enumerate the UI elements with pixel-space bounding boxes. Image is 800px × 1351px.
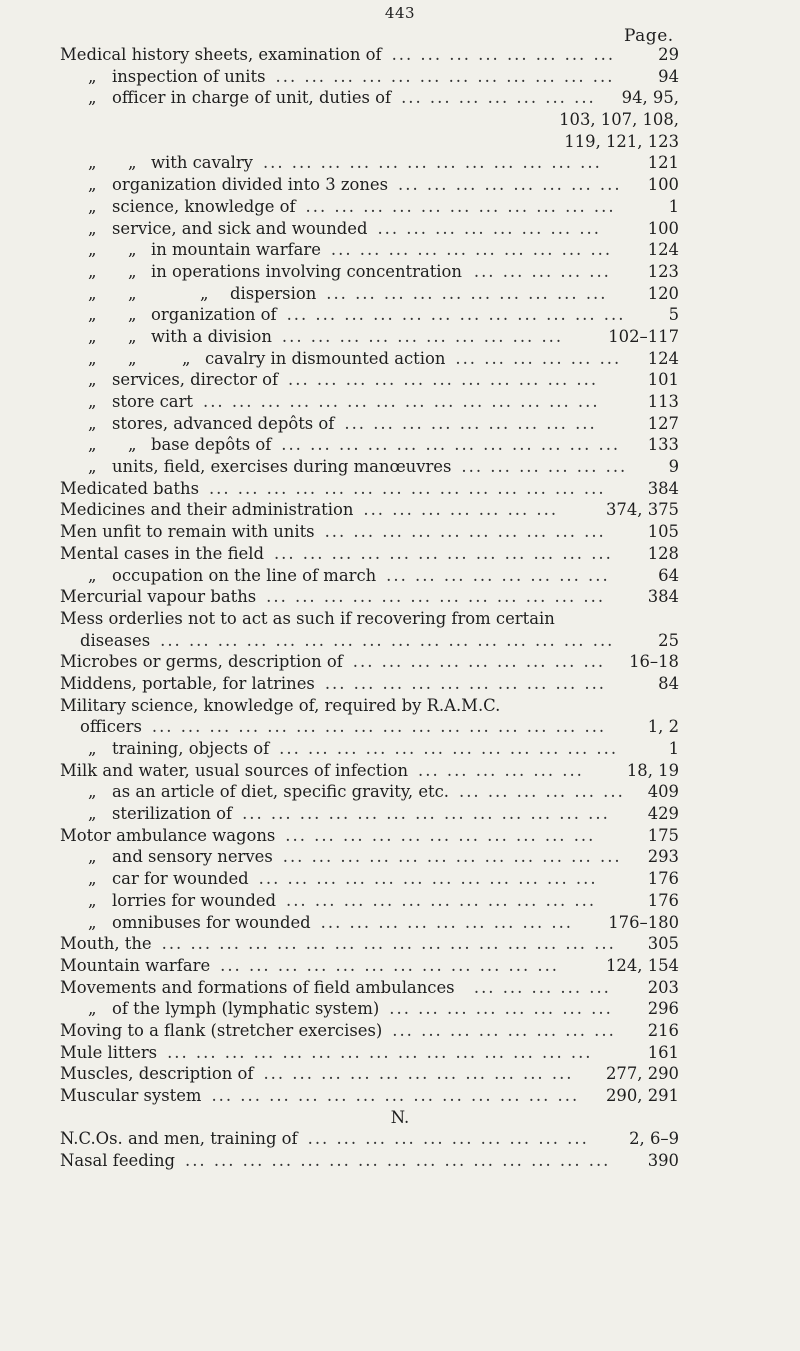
page-reference: 390	[647, 1151, 679, 1171]
ditto-mark: „	[88, 196, 97, 216]
entry-text: inspection of units	[112, 66, 266, 86]
dot-leader: ... ... ... ... ... ...	[458, 782, 625, 802]
index-entry	[0, 781, 800, 803]
entry-text: in mountain warfare	[151, 240, 321, 260]
entry-text: with cavalry	[151, 153, 253, 173]
page-reference: 296	[647, 999, 679, 1019]
entry-text: Medicines and their administration	[60, 500, 354, 520]
page-reference: 120	[647, 283, 679, 303]
dot-leader: ... ... ... ... ... ... ... ... ... ...	[307, 1129, 589, 1149]
entry-text: store cart	[112, 392, 193, 411]
page-reference: 429	[647, 804, 679, 824]
dot-leader: ... ... ... ... ... ... ... ... ... ... ... ... ... ... ... ...	[160, 630, 615, 650]
entry-text: dispersion	[230, 283, 317, 303]
ditto-mark: „	[88, 912, 97, 932]
dot-leader: ... ... ... ... ... ... ... ... ... ...	[324, 522, 606, 542]
ditto-mark: „	[88, 782, 97, 802]
index-entry	[0, 283, 800, 305]
dot-leader: ... ... ... ... ... ... ... ... ... ... ... ... ... ... ... ...	[151, 717, 607, 737]
dot-leader: ... ... ... ... ... ... ... ... ... ... ... ...	[281, 435, 621, 455]
page-reference: 5	[668, 305, 679, 325]
page-reference: 100	[647, 218, 679, 238]
index-entry	[0, 369, 800, 391]
index-entry	[0, 499, 800, 521]
dot-leader: ... ... ... ... ... ... ... ... ... ...	[326, 283, 608, 303]
page-reference: 102–117	[608, 326, 679, 346]
ditto-mark: „	[182, 348, 191, 368]
entry-text: Microbes or germs, description of	[60, 652, 343, 672]
dot-leader: ... ... ... ... ... ... ... ... ... ... ...	[285, 825, 596, 845]
page-reference: 293	[647, 847, 679, 867]
index-entry	[0, 261, 800, 283]
index-entry	[0, 1042, 800, 1064]
index-entry	[0, 1128, 800, 1150]
ditto-mark: „	[128, 283, 137, 303]
entry-text: Mental cases in the field	[60, 543, 264, 563]
index-entry	[0, 760, 800, 782]
index-entry	[0, 239, 800, 261]
ditto-mark: „	[128, 348, 137, 368]
dot-leader: ... ... ... ... ... ... ... ... ... ... ...	[305, 196, 616, 216]
ditto-mark: „	[88, 305, 97, 325]
page-reference: 305	[647, 934, 679, 954]
index-entry	[0, 1020, 800, 1042]
index-entry	[0, 521, 800, 543]
ditto-mark: „	[88, 847, 97, 867]
dot-leader: ... ... ... ... ... ... ... ... ... ... ... ...	[282, 847, 622, 867]
ditto-mark: „	[128, 305, 137, 325]
entry-text: training, objects of	[112, 739, 270, 758]
ditto-mark: „	[88, 565, 97, 585]
page-reference: 105	[647, 522, 679, 542]
page-reference: 123	[647, 261, 679, 281]
entry-text: units, field, exercises during manœuvres	[112, 457, 452, 477]
index-entry	[0, 890, 800, 912]
dot-leader: ... ... ... ... ... ... ... ... ... ... ... ...	[275, 66, 615, 86]
entry-text: diseases	[80, 630, 151, 650]
index-entry	[0, 456, 800, 478]
page-reference: 175	[647, 825, 679, 845]
ditto-mark: „	[88, 66, 97, 86]
page-reference: 16–18	[629, 652, 679, 672]
entry-text: N.C.Os. and men, training of	[60, 1129, 298, 1149]
index-entry	[0, 977, 800, 999]
index-entry	[0, 651, 800, 673]
entry-text: occupation on the line of march	[112, 565, 377, 585]
ditto-mark: „	[88, 88, 97, 108]
index-entry	[0, 716, 800, 738]
dot-leader: ... ... ... ... ... ... ... ...	[389, 999, 613, 1019]
page-reference: 94	[658, 66, 679, 86]
entry-text: science, knowledge of	[112, 196, 296, 216]
ditto-mark: „	[128, 435, 137, 455]
entry-text: organization divided into 3 zones	[112, 175, 389, 195]
page-reference: 176–180	[608, 912, 679, 932]
page-reference: 100	[647, 175, 679, 195]
entry-text: Mouth, the	[60, 934, 152, 954]
dot-leader: ... ... ... ... ... ... ... ... ... ... ... ... ... ... ... ...	[161, 934, 616, 954]
entry-text: service, and sick and wounded	[112, 218, 368, 238]
index-entry	[0, 543, 800, 565]
entry-text: Mess orderlies not to act as such if recovering from certain	[60, 608, 555, 628]
index-entry	[0, 673, 800, 695]
entry-text: services, director of	[112, 370, 279, 390]
entry-text: Movements and formations of field ambulances	[60, 977, 455, 997]
page-reference: 203	[647, 977, 679, 997]
dot-leader: ... ... ... ... ... ... ... ... ... ... ... ... ... ... ...	[184, 1151, 611, 1171]
index-entry	[0, 44, 800, 66]
index-entries	[0, 44, 800, 1172]
page-reference: 103, 107, 108,	[559, 110, 679, 130]
entry-text: Medicated baths	[60, 478, 199, 498]
dot-leader: ... ... ... ... ... ... ... ... ... ...	[324, 673, 607, 693]
page-reference: 124	[647, 240, 679, 260]
index-entry	[0, 738, 800, 760]
dot-leader: ... ... ... ... ... ... ... ... ... ... ... ... ...	[242, 804, 610, 824]
page-reference: 1	[668, 196, 679, 216]
dot-leader: ... ... ... ... ... ...	[455, 348, 622, 368]
ditto-mark: „	[88, 283, 97, 303]
dot-leader: ... ... ... ... ... ... ... ... ... ... ... ... ... ...	[202, 392, 600, 411]
dot-leader: ... ... ... ... ... ... ... ... ... ... ... ...	[262, 153, 602, 173]
entry-text: cavalry in dismounted action	[205, 348, 446, 368]
ditto-mark: „	[88, 804, 97, 824]
page-reference: 2, 6–9	[629, 1129, 679, 1149]
dot-leader: ... ... ... ... ...	[473, 977, 611, 997]
ditto-mark: „	[88, 413, 97, 433]
index-entry	[0, 608, 800, 630]
page-reference: 176	[647, 869, 679, 889]
entry-text: Middens, portable, for latrines	[60, 673, 315, 693]
ditto-mark: „	[88, 392, 97, 411]
page-reference: 94, 95,	[621, 88, 679, 108]
entry-text: in operations involving concentration	[151, 261, 462, 281]
entry-text: car for wounded	[112, 869, 249, 889]
index-entry	[0, 413, 800, 435]
entry-text: officer in charge of unit, duties of	[112, 88, 392, 108]
entry-text: Medical history sheets, examination of	[60, 45, 382, 64]
dot-leader: ... ... ... ... ... ... ... ... ... ...	[330, 240, 613, 260]
dot-leader: ... ... ... ... ... ... ... ... ... ... ...	[263, 1064, 574, 1084]
index-entry	[0, 391, 800, 413]
dot-leader: ... ... ... ... ... ...	[461, 457, 628, 477]
dot-leader: ... ... ... ... ... ... ... ... ... ... ... ...	[220, 955, 560, 975]
page-reference: 101	[647, 370, 679, 390]
ditto-mark: „	[88, 218, 97, 238]
entry-text: with a division	[151, 326, 272, 346]
dot-leader: ... ... ... ... ... ... ... ...	[377, 218, 601, 238]
index-entry	[0, 912, 800, 934]
dot-leader: ... ... ... ... ... ... ... ... ... ... ... ...	[266, 587, 606, 607]
index-entry	[0, 326, 800, 348]
index-entry	[0, 825, 800, 847]
page-reference: 128	[647, 543, 679, 563]
ditto-mark: „	[128, 153, 137, 173]
dot-leader: ... ... ... ... ... ... ... ... ... ... ...	[288, 370, 599, 390]
page-reference: 84	[658, 673, 679, 693]
dot-leader: ... ... ... ... ... ... ... ... ...	[352, 652, 606, 672]
dot-leader: ... ... ... ... ... ... ... ... ... ... ... ...	[273, 543, 613, 563]
ditto-mark: „	[88, 240, 97, 260]
index-entry	[0, 174, 800, 196]
index-entry	[0, 1150, 800, 1172]
ditto-mark: „	[88, 175, 97, 195]
page-reference: 9	[668, 457, 679, 477]
ditto-mark: „	[88, 739, 97, 758]
ditto-mark: „	[88, 326, 97, 346]
entry-text: lorries for wounded	[112, 890, 277, 910]
dot-leader: ... ... ... ... ... ... ... ... ... ... ... ...	[258, 869, 598, 889]
ditto-mark: „	[88, 348, 97, 368]
entry-text: officers	[80, 717, 142, 737]
dot-leader: ... ... ... ... ... ... ... ... ... ... ... ... ... ...	[208, 478, 606, 498]
index-entry	[0, 565, 800, 587]
ditto-mark: „	[128, 240, 137, 260]
dot-leader: ... ... ... ... ... ... ... ...	[391, 45, 616, 64]
page-reference: 384	[647, 587, 679, 607]
index-entry	[0, 998, 800, 1020]
entry-text: organization of	[151, 305, 277, 325]
ditto-mark: „	[200, 283, 209, 303]
entry-text: stores, advanced depôts of	[112, 413, 335, 433]
entry-text: of the lymph (lymphatic system)	[112, 999, 380, 1019]
page-reference: 409	[647, 782, 679, 802]
page-column-heading: Page.	[624, 26, 674, 46]
entry-text: Moving to a flank (stretcher exercises)	[60, 1020, 383, 1040]
ditto-mark: „	[88, 999, 97, 1019]
dot-leader: ... ... ... ... ... ... ... ... ... ... ... ... ...	[211, 1086, 580, 1105]
dot-leader: ... ... ... ... ... ... ... ... ... ...	[281, 326, 564, 346]
entry-text: Nasal feeding	[60, 1151, 175, 1171]
page-reference: 119, 121, 123	[564, 131, 679, 151]
entry-text: as an article of diet, specific gravity, etc.	[112, 782, 449, 802]
index-entry	[0, 955, 800, 977]
dot-leader: ... ... ... ... ... ... ... ... ... ... ... ... ... ... ...	[167, 1042, 593, 1062]
entry-text: Men unfit to remain with units	[60, 522, 315, 542]
index-entry	[0, 586, 800, 608]
entry-text: Mercurial vapour baths	[60, 587, 257, 607]
page-reference: 25	[658, 630, 679, 650]
section-letter: N.	[390, 1107, 410, 1127]
page-reference: 374, 375	[606, 500, 679, 520]
dot-leader: ... ... ... ... ... ... ...	[401, 88, 596, 108]
page-reference: 384	[647, 478, 679, 498]
page-reference: 133	[647, 435, 679, 455]
entry-text: Mountain warfare	[60, 955, 211, 975]
index-entry	[0, 630, 800, 652]
dot-leader: ... ... ... ... ...	[473, 261, 611, 281]
index-entry	[0, 196, 800, 218]
index-entry	[0, 304, 800, 326]
page-reference: 18, 19	[626, 760, 679, 780]
index-entry	[0, 348, 800, 370]
index-entry	[0, 434, 800, 456]
index-entry	[0, 868, 800, 890]
page-reference: 290, 291	[606, 1086, 679, 1105]
page-reference: 161	[647, 1042, 679, 1062]
entry-text: Muscles, description of	[60, 1064, 254, 1084]
index-entry	[0, 87, 800, 109]
page-reference: 124	[647, 348, 679, 368]
dot-leader: ... ... ... ... ... ... ... ...	[392, 1020, 616, 1040]
dot-leader: ... ... ... ... ... ... ... ... ... ... ... ...	[286, 305, 626, 325]
dot-leader: ... ... ... ... ... ... ... ... ...	[344, 413, 597, 433]
index-entry	[0, 803, 800, 825]
entry-text: omnibuses for wounded	[112, 912, 311, 932]
ditto-mark: „	[88, 153, 97, 173]
index-entry	[0, 218, 800, 240]
page-reference: 176	[647, 890, 679, 910]
page-reference: 1, 2	[647, 717, 679, 737]
page-reference: 216	[647, 1020, 679, 1040]
index-entry	[0, 695, 800, 717]
ditto-mark: „	[88, 890, 97, 910]
entry-text: Motor ambulance wagons	[60, 825, 276, 845]
page-reference: 121	[647, 153, 679, 173]
dot-leader: ... ... ... ... ... ... ... ... ... ... ... ...	[279, 739, 619, 758]
entry-text: Milk and water, usual sources of infection	[60, 760, 409, 780]
index-entry	[0, 933, 800, 955]
dot-leader: ... ... ... ... ... ... ... ...	[398, 175, 622, 195]
page-reference: 1	[668, 739, 679, 758]
dot-leader: ... ... ... ... ... ... ...	[363, 500, 559, 520]
dot-leader: ... ... ... ... ... ... ... ...	[386, 565, 610, 585]
ditto-mark: „	[88, 457, 97, 477]
dot-leader: ... ... ... ... ... ... ... ... ...	[320, 912, 574, 932]
index-entry	[0, 152, 800, 174]
index-entry	[0, 478, 800, 500]
ditto-mark: „	[88, 370, 97, 390]
index-entry	[0, 1085, 800, 1107]
entry-text: base depôts of	[151, 435, 272, 455]
page-reference: 277, 290	[606, 1064, 679, 1084]
ditto-mark: „	[88, 435, 97, 455]
page-reference: 127	[647, 413, 679, 433]
ditto-mark: „	[128, 326, 137, 346]
page-reference: 113	[647, 392, 679, 411]
entry-text: Military science, knowledge of, required by R.A.M.C.	[60, 695, 501, 715]
entry-text: sterilization of	[112, 804, 233, 824]
entry-text: Muscular system	[60, 1086, 202, 1105]
index-entry	[0, 846, 800, 868]
page-reference: 29	[658, 45, 679, 64]
dot-leader: ... ... ... ... ... ...	[418, 760, 584, 780]
ditto-mark: „	[88, 869, 97, 889]
entry-text: Mule litters	[60, 1042, 158, 1062]
ditto-mark: „	[128, 261, 137, 281]
index-entry	[0, 1063, 800, 1085]
page-reference: 64	[658, 565, 679, 585]
index-entry-continuation	[0, 109, 800, 131]
dot-leader: ... ... ... ... ... ... ... ... ... ... ...	[286, 890, 597, 910]
index-entry-continuation	[0, 131, 800, 153]
index-entry	[0, 66, 800, 88]
ditto-mark: „	[88, 261, 97, 281]
entry-text: and sensory nerves	[112, 847, 273, 867]
page-number: 443	[384, 4, 416, 22]
page-reference: 124, 154	[606, 955, 679, 975]
